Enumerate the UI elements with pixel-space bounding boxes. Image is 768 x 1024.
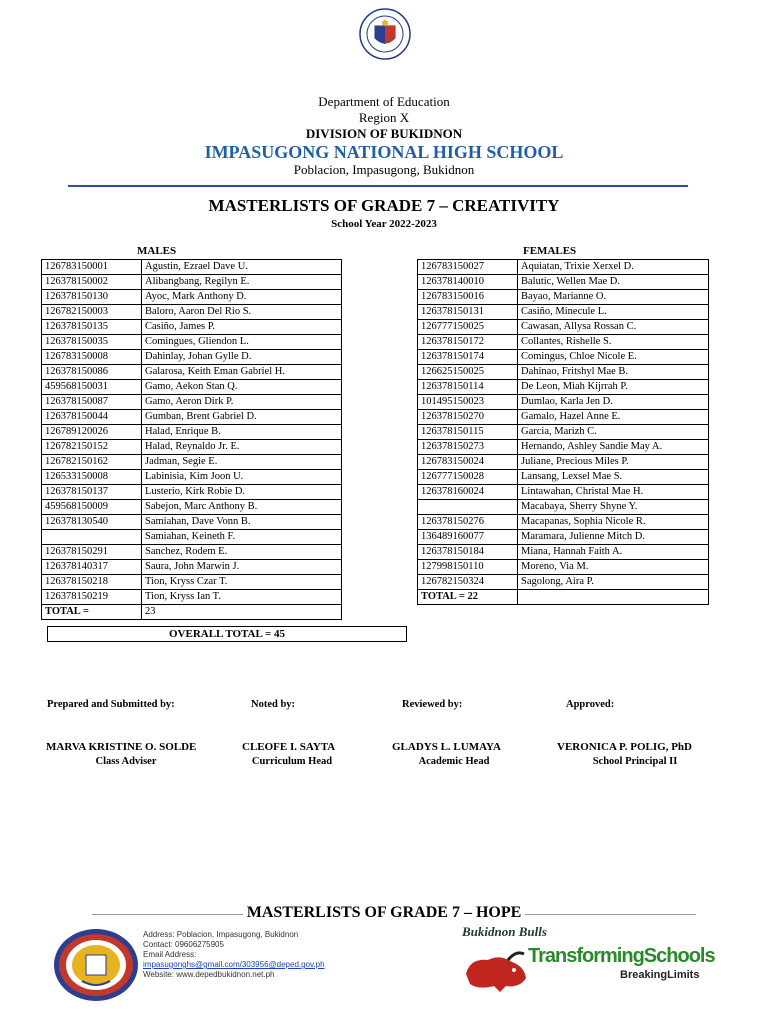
females-lrn-cell: 126378140010	[418, 275, 518, 290]
academic-head-role: Academic Head	[418, 756, 490, 767]
males-row	[42, 275, 342, 290]
males-table	[41, 259, 342, 620]
males-name-cell: Baloro, Aaron Del Rio S.	[142, 305, 342, 320]
females-name-cell: Balutic, Wellen Mae D.	[518, 275, 709, 290]
footer-email-link[interactable]: impasugonghs@gmail.com/303956@deped.gov.ph	[143, 960, 325, 969]
males-row	[42, 500, 342, 515]
males-row	[42, 410, 342, 425]
females-lrn-cell: 136489160077	[418, 530, 518, 545]
males-row	[42, 395, 342, 410]
females-name-cell: Juliane, Precious Miles P.	[518, 455, 709, 470]
females-row	[418, 305, 709, 320]
females-lrn-cell: 126378150184	[418, 545, 518, 560]
females-total-label: TOTAL = 22	[418, 590, 518, 605]
females-lrn-cell	[418, 500, 518, 515]
footer-email-label: Email Address:	[143, 950, 197, 959]
females-row	[418, 470, 709, 485]
males-lrn-cell: 126378150219	[42, 590, 142, 605]
department-name: Department of Education	[318, 94, 450, 109]
noted-label: Noted by:	[251, 699, 296, 710]
females-name-cell: Sagolong, Aira P.	[518, 575, 709, 590]
males-lrn-cell: 126789120026	[42, 425, 142, 440]
females-name-cell: Garcia, Marizh C.	[518, 425, 709, 440]
males-row	[42, 515, 342, 530]
males-row	[42, 485, 342, 500]
males-row	[42, 530, 342, 545]
males-lrn-cell: 126378150291	[42, 545, 142, 560]
females-name-cell: Casiño, Minecule L.	[518, 305, 709, 320]
males-name-cell: Sabejon, Marc Anthony B.	[142, 500, 342, 515]
females-lrn-cell: 126378150115	[418, 425, 518, 440]
females-name-cell: Cawasan, Allysa Rossan C.	[518, 320, 709, 335]
males-name-cell: Tion, Kryss Czar T.	[142, 575, 342, 590]
females-lrn-cell: 126625150025	[418, 365, 518, 380]
footer-contact-block	[143, 930, 325, 980]
males-row	[42, 545, 342, 560]
males-row	[42, 335, 342, 350]
males-row	[42, 260, 342, 275]
females-row	[418, 440, 709, 455]
females-name-cell: Comingus, Chloe Nicole E.	[518, 350, 709, 365]
females-lrn-cell: 126777150028	[418, 470, 518, 485]
principal-name: VERONICA P. POLIG, PhD	[557, 741, 692, 753]
females-lrn-cell: 126783150027	[418, 260, 518, 275]
females-name-cell: Macabaya, Sherry Shyne Y.	[518, 500, 709, 515]
males-row	[42, 425, 342, 440]
prepared-label: Prepared and Submitted by:	[47, 699, 175, 710]
males-name-cell: Alibangbang, Regilyn E.	[142, 275, 342, 290]
footer-website: Website: www.depedbukidnon.net.ph	[143, 970, 275, 979]
curriculum-head-name: CLEOFE I. SAYTA	[242, 741, 336, 753]
females-name-cell: Bayao, Marianne O.	[518, 290, 709, 305]
females-row	[418, 575, 709, 590]
deped-seal-icon	[359, 8, 411, 60]
males-lrn-cell: 126533150008	[42, 470, 142, 485]
males-lrn-cell: 126378140317	[42, 560, 142, 575]
females-name-cell: Dahinao, Fritshyl Mae B.	[518, 365, 709, 380]
females-row	[418, 530, 709, 545]
females-total-row	[418, 590, 709, 605]
females-row	[418, 455, 709, 470]
females-lrn-cell: 126378150131	[418, 305, 518, 320]
females-lrn-cell: 126378150273	[418, 440, 518, 455]
males-row	[42, 305, 342, 320]
females-row	[418, 545, 709, 560]
page-title: MASTERLISTS OF GRADE 7 – CREATIVITY	[208, 196, 560, 215]
males-lrn-cell: 126378150218	[42, 575, 142, 590]
males-lrn-cell	[42, 530, 142, 545]
males-row	[42, 470, 342, 485]
females-name-cell: Aquiatan, Trixie Xerxel D.	[518, 260, 709, 275]
males-name-cell: Lusterio, Kirk Robie D.	[142, 485, 342, 500]
males-total-value: 23	[142, 605, 342, 620]
curriculum-head-role: Curriculum Head	[251, 756, 333, 767]
males-name-cell: Sanchez, Rodem E.	[142, 545, 342, 560]
males-lrn-cell: 126783150008	[42, 350, 142, 365]
reviewed-label: Reviewed by:	[402, 699, 463, 710]
males-name-cell: Gamo, Aekon Stan Q.	[142, 380, 342, 395]
females-lrn-cell: 126378160024	[418, 485, 518, 500]
females-name-cell: Gamalo, Hazel Anne E.	[518, 410, 709, 425]
females-lrn-cell: 126378150270	[418, 410, 518, 425]
females-name-cell: Miana, Hannah Faith A.	[518, 545, 709, 560]
males-name-cell: Samiahan, Keineth F.	[142, 530, 342, 545]
principal-role: School Principal II	[592, 756, 678, 767]
females-name-cell: Dumlao, Karla Jen D.	[518, 395, 709, 410]
males-lrn-cell: 126782150162	[42, 455, 142, 470]
females-row	[418, 320, 709, 335]
school-location: Poblacion, Impasugong, Bukidnon	[293, 162, 475, 177]
males-lrn-cell: 126378150087	[42, 395, 142, 410]
males-name-cell: Labinisia, Kim Joon U.	[142, 470, 342, 485]
males-lrn-cell: 126378150130	[42, 290, 142, 305]
males-name-cell: Jadman, Segie E.	[142, 455, 342, 470]
females-row	[418, 380, 709, 395]
females-row	[418, 485, 709, 500]
males-name-cell: Dahinlay, Johan Gylle D.	[142, 350, 342, 365]
females-name-cell: Maramara, Julienne Mitch D.	[518, 530, 709, 545]
females-lrn-cell: 126777150025	[418, 320, 518, 335]
division-name: DIVISION OF BUKIDNON	[305, 126, 463, 141]
males-row	[42, 560, 342, 575]
males-row	[42, 380, 342, 395]
males-lrn-cell: 126378150135	[42, 320, 142, 335]
adviser-name: MARVA KRISTINE O. SOLDE	[46, 741, 197, 753]
females-lrn-cell: 126378150174	[418, 350, 518, 365]
males-total-label: TOTAL =	[42, 605, 142, 620]
females-lrn-cell: 126378150276	[418, 515, 518, 530]
males-lrn-cell: 459568150031	[42, 380, 142, 395]
females-row	[418, 515, 709, 530]
males-row	[42, 365, 342, 380]
females-row	[418, 290, 709, 305]
males-name-cell: Comingues, Gliendon L.	[142, 335, 342, 350]
females-lrn-cell: 127998150110	[418, 560, 518, 575]
females-row	[418, 410, 709, 425]
females-row	[418, 260, 709, 275]
females-lrn-cell: 126783150024	[418, 455, 518, 470]
females-name-cell: Lansang, Lexsel Mae S.	[518, 470, 709, 485]
females-name-cell: De Leon, Miah Kijrrah P.	[518, 380, 709, 395]
next-page-title-text: MASTERLISTS OF GRADE 7 – HOPE	[243, 904, 526, 921]
bukidnon-bulls-text: Bukidnon Bulls	[462, 924, 547, 939]
males-name-cell: Casiño, James P.	[142, 320, 342, 335]
males-name-cell: Samiahan, Dave Vonn B.	[142, 515, 342, 530]
school-logo-icon	[52, 927, 140, 1003]
males-name-cell: Galarosa, Keith Eman Gabriel H.	[142, 365, 342, 380]
females-row	[418, 350, 709, 365]
footer-address: Address: Poblacion, Impasugong, Bukidnon	[143, 930, 299, 939]
males-row	[42, 290, 342, 305]
males-name-cell: Halad, Reynaldo Jr. E.	[142, 440, 342, 455]
region-name: Region X	[358, 110, 410, 125]
females-row	[418, 275, 709, 290]
footer-contact: Contact: 09606275905	[143, 940, 224, 949]
approved-label: Approved:	[566, 699, 615, 710]
males-lrn-cell: 126378150002	[42, 275, 142, 290]
overall-total: OVERALL TOTAL = 45	[47, 626, 407, 642]
females-lrn-cell: 126378150114	[418, 380, 518, 395]
females-name-cell: Lintawahan, Christal Mae H.	[518, 485, 709, 500]
breaking-limits-text: BreakingLimits	[620, 969, 700, 981]
females-row	[418, 335, 709, 350]
females-lrn-cell: 101495150023	[418, 395, 518, 410]
males-row	[42, 590, 342, 605]
males-total-row	[42, 605, 342, 620]
males-name-cell: Tion, Kryss Ian T.	[142, 590, 342, 605]
males-lrn-cell: 126782150003	[42, 305, 142, 320]
school-year: School Year 2022-2023	[331, 218, 437, 230]
males-heading: MALES	[137, 245, 177, 257]
adviser-role: Class Adviser	[95, 756, 157, 767]
males-lrn-cell: 126378150035	[42, 335, 142, 350]
females-name-cell: Macapanas, Sophia Nicole R.	[518, 515, 709, 530]
males-name-cell: Gamo, Aeron Dirk P.	[142, 395, 342, 410]
academic-head-name: GLADYS L. LUMAYA	[392, 741, 501, 753]
females-row	[418, 395, 709, 410]
next-page-title	[0, 904, 768, 922]
females-heading: FEMALES	[523, 245, 577, 257]
school-name: IMPASUGONG NATIONAL HIGH SCHOOL	[204, 142, 564, 162]
males-lrn-cell: 126378130540	[42, 515, 142, 530]
males-name-cell: Agustin, Ezrael Dave U.	[142, 260, 342, 275]
females-lrn-cell: 126783150016	[418, 290, 518, 305]
males-lrn-cell: 126783150001	[42, 260, 142, 275]
females-row	[418, 500, 709, 515]
males-lrn-cell: 126378150086	[42, 365, 142, 380]
females-name-cell: Moreno, Via M.	[518, 560, 709, 575]
females-total-value	[518, 590, 709, 605]
header-divider	[68, 185, 688, 187]
females-row	[418, 365, 709, 380]
males-name-cell: Ayoc, Mark Anthony D.	[142, 290, 342, 305]
males-row	[42, 455, 342, 470]
males-row	[42, 320, 342, 335]
males-row	[42, 350, 342, 365]
males-lrn-cell: 126782150152	[42, 440, 142, 455]
females-table	[417, 259, 709, 605]
females-name-cell: Collantes, Rishelle S.	[518, 335, 709, 350]
transforming-schools-text: TransformingSchools	[528, 945, 715, 967]
males-row	[42, 575, 342, 590]
males-name-cell: Saura, John Marwin J.	[142, 560, 342, 575]
males-lrn-cell: 126378150044	[42, 410, 142, 425]
males-row	[42, 440, 342, 455]
females-row	[418, 560, 709, 575]
bull-mascot-icon	[460, 944, 530, 994]
females-name-cell: Hernando, Ashley Sandie May A.	[518, 440, 709, 455]
males-lrn-cell: 126378150137	[42, 485, 142, 500]
females-lrn-cell: 126378150172	[418, 335, 518, 350]
males-name-cell: Gumban, Brent Gabriel D.	[142, 410, 342, 425]
females-row	[418, 425, 709, 440]
males-name-cell: Halad, Enrique B.	[142, 425, 342, 440]
males-lrn-cell: 459568150009	[42, 500, 142, 515]
females-lrn-cell: 126782150324	[418, 575, 518, 590]
